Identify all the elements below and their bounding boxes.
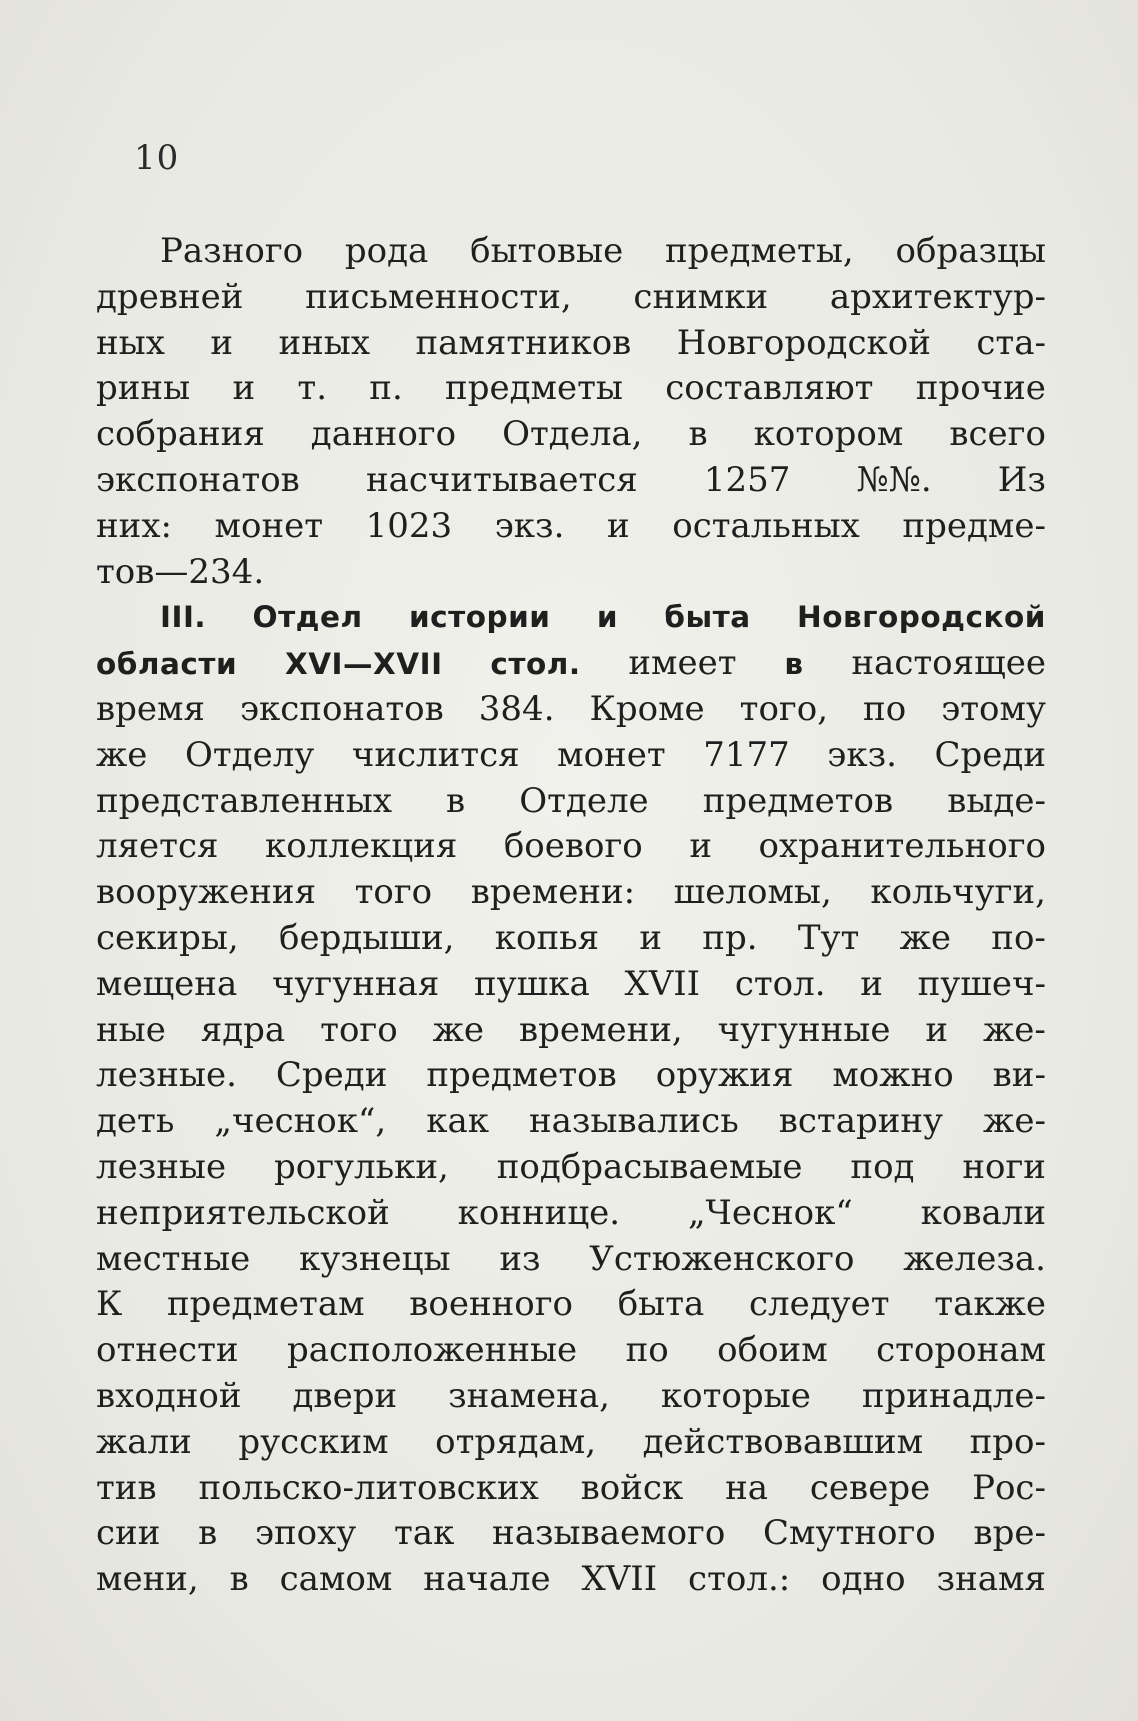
- word: бытовые: [470, 231, 624, 271]
- word: чугунные: [717, 1009, 891, 1050]
- word: и: [639, 917, 663, 958]
- word: всего: [949, 414, 1046, 455]
- word: и: [689, 826, 712, 867]
- body-text: [96, 229, 1046, 1603]
- word: и: [596, 600, 618, 635]
- word: ядра: [200, 1009, 286, 1050]
- word: в: [688, 414, 708, 455]
- word: быта: [664, 600, 751, 635]
- word: т.: [297, 368, 328, 409]
- word: пушеч-: [917, 963, 1046, 1004]
- word: образцы: [895, 231, 1046, 271]
- word: памятников: [415, 322, 632, 363]
- word: ляется: [96, 826, 219, 867]
- word: 7177: [703, 734, 790, 775]
- word: времени,: [518, 1009, 683, 1050]
- text-line: [96, 1099, 1046, 1145]
- word: и: [925, 1009, 949, 1050]
- word: Из: [997, 459, 1046, 500]
- word: 1023: [365, 505, 453, 546]
- word: войск: [580, 1467, 684, 1508]
- word: по-: [991, 917, 1046, 958]
- word: и: [232, 368, 256, 409]
- text-line: [96, 1511, 1046, 1557]
- word: коннице.: [457, 1192, 621, 1233]
- word: экз.: [827, 734, 897, 775]
- word: вре-: [973, 1513, 1046, 1554]
- word: которые: [660, 1375, 811, 1416]
- word: экз.: [494, 505, 565, 546]
- word: ковали: [920, 1192, 1046, 1233]
- word: рины: [96, 368, 191, 409]
- text-line: [96, 1008, 1046, 1054]
- word: называемого: [492, 1513, 726, 1554]
- word: кузнецы: [299, 1238, 451, 1279]
- word: тов—234.: [96, 551, 265, 592]
- word: кольчуги,: [870, 872, 1046, 913]
- word: начале: [423, 1559, 551, 1600]
- word: неприятельской: [96, 1192, 390, 1233]
- word: III.: [160, 600, 207, 635]
- word: монет: [557, 734, 666, 775]
- word: ви-: [992, 1055, 1046, 1096]
- word: предметам: [166, 1284, 365, 1325]
- word: выде-: [947, 780, 1046, 821]
- word: севере: [809, 1467, 931, 1508]
- word: вооружения: [96, 872, 317, 913]
- word: секиры,: [96, 917, 239, 958]
- word: жали: [96, 1421, 192, 1462]
- word: и: [606, 505, 630, 546]
- word: следует: [748, 1284, 890, 1325]
- text-line: [96, 687, 1046, 733]
- text-line: [96, 962, 1046, 1008]
- word: 384.: [478, 688, 555, 729]
- text-line: [96, 275, 1046, 321]
- word: XVII: [581, 1559, 658, 1600]
- word: боевого: [503, 826, 643, 867]
- page-number: 10: [134, 138, 180, 178]
- text-line: [96, 1557, 1046, 1603]
- word: знамена,: [448, 1375, 610, 1416]
- word: котором: [753, 414, 904, 455]
- text-line: [96, 229, 1046, 275]
- word: стол.: [490, 647, 581, 682]
- word: можно: [832, 1055, 954, 1096]
- word: истории: [408, 600, 551, 635]
- word: стол.:: [688, 1559, 791, 1600]
- word: из: [499, 1238, 541, 1279]
- word: рода: [344, 231, 429, 271]
- text-line: [96, 779, 1046, 825]
- word: пр.: [702, 917, 758, 958]
- word: собрания: [96, 414, 265, 455]
- word: как: [426, 1101, 489, 1142]
- word: под: [850, 1146, 915, 1187]
- word: Рос-: [972, 1467, 1046, 1508]
- word: двери: [292, 1375, 398, 1416]
- word: в: [784, 647, 804, 682]
- word: же: [899, 917, 951, 958]
- word: настоящее: [851, 643, 1046, 684]
- word: предметы: [445, 368, 623, 409]
- word: подбрасываемые: [496, 1146, 803, 1187]
- word: лезные.: [96, 1055, 237, 1096]
- word: мещена: [96, 963, 238, 1004]
- word: принадле-: [861, 1375, 1046, 1416]
- text-line: [96, 870, 1046, 916]
- text-line: [96, 1466, 1046, 1512]
- word: предметов: [702, 780, 894, 821]
- text-line: [96, 1145, 1046, 1191]
- word: одно: [821, 1559, 906, 1600]
- word: в: [198, 1513, 218, 1554]
- word: Новгородской: [797, 600, 1046, 635]
- word: насчитывается: [365, 459, 638, 500]
- word: предметов: [426, 1055, 617, 1096]
- word: рогульки,: [273, 1146, 449, 1187]
- word: древней: [96, 276, 244, 317]
- word: составляют: [665, 368, 874, 409]
- word: время: [96, 688, 205, 729]
- word: числится: [351, 734, 520, 775]
- word: Тут: [797, 917, 860, 958]
- text-line: [96, 1237, 1046, 1283]
- text-line: [96, 1282, 1046, 1328]
- word: предме-: [902, 505, 1046, 546]
- text-line: [96, 595, 1046, 641]
- word: Смутного: [763, 1513, 936, 1554]
- word: монет: [214, 505, 324, 546]
- text-line: [96, 1420, 1046, 1466]
- word: лезные: [96, 1146, 227, 1187]
- word: п.: [369, 368, 403, 409]
- word: военного: [409, 1284, 574, 1325]
- word: отрядам,: [435, 1421, 597, 1462]
- word: Среди: [275, 1055, 388, 1096]
- word: деть: [96, 1101, 175, 1142]
- text-line: [96, 733, 1046, 779]
- word: того: [354, 872, 433, 913]
- word: бердыши,: [279, 917, 455, 958]
- word: входной: [96, 1375, 242, 1416]
- word: же: [432, 1009, 485, 1050]
- word: на: [725, 1467, 769, 1508]
- word: сии: [96, 1513, 161, 1554]
- word: представленных: [96, 780, 393, 821]
- word: XVII: [624, 963, 701, 1004]
- word: же: [96, 734, 148, 775]
- word: охранительного: [758, 826, 1046, 867]
- word: назывались: [528, 1101, 739, 1142]
- word: самом: [279, 1559, 393, 1600]
- word: „чеснок“,: [214, 1101, 387, 1142]
- word: Новгородской: [676, 322, 931, 363]
- word: письменности,: [305, 276, 572, 317]
- word: К: [96, 1284, 123, 1325]
- word: так: [394, 1513, 455, 1554]
- word: польско-литовских: [198, 1467, 539, 1508]
- word: иных: [278, 322, 371, 363]
- word: предметы,: [665, 231, 854, 271]
- text-line: [96, 1328, 1046, 1374]
- word: тив: [96, 1467, 157, 1508]
- word: про-: [969, 1421, 1046, 1462]
- text-line: [96, 1374, 1046, 1420]
- word: Устюженского: [589, 1238, 855, 1279]
- word: Отдела,: [502, 414, 643, 455]
- word: пушка: [473, 963, 590, 1004]
- word: того,: [739, 688, 829, 729]
- word: мени,: [96, 1559, 199, 1600]
- word: сторонам: [876, 1330, 1046, 1371]
- word: русским: [238, 1421, 389, 1462]
- word: Отделу: [184, 734, 315, 775]
- word: того: [320, 1009, 398, 1050]
- text-line: [96, 412, 1046, 458]
- word: в: [446, 780, 466, 821]
- text-line: [96, 504, 1046, 550]
- word: Отделе: [519, 780, 649, 821]
- word: Среди: [934, 734, 1046, 775]
- word: этому: [941, 688, 1046, 729]
- word: железа.: [903, 1238, 1046, 1279]
- word: архитектур-: [829, 276, 1046, 317]
- text-line: [96, 1053, 1046, 1099]
- word: Кроме: [589, 688, 705, 729]
- text-line: [96, 458, 1046, 504]
- word: ные: [96, 1009, 166, 1050]
- word: снимки: [633, 276, 769, 317]
- word: и: [210, 322, 234, 363]
- word: шеломы,: [673, 872, 832, 913]
- word: прочие: [915, 368, 1046, 409]
- word: XVI—XVII: [284, 647, 443, 682]
- word: отнести: [96, 1330, 239, 1371]
- text-line: [96, 550, 1046, 596]
- word: Отдел: [252, 600, 363, 635]
- word: коллекция: [265, 826, 458, 867]
- word: области: [96, 647, 238, 682]
- word: также: [934, 1284, 1046, 1325]
- word: действовавшим: [642, 1421, 924, 1462]
- word: остальных: [672, 505, 860, 546]
- text-line: [96, 824, 1046, 870]
- word: №№.: [856, 459, 932, 500]
- word: быта: [617, 1284, 705, 1325]
- word: имеет: [628, 643, 737, 684]
- word: данного: [310, 414, 457, 455]
- word: чугунная: [271, 963, 440, 1004]
- word: ных: [96, 322, 165, 363]
- word: стол.: [734, 963, 826, 1004]
- word: копья: [494, 917, 600, 958]
- word: местные: [96, 1238, 251, 1279]
- text-line: [96, 916, 1046, 962]
- word: экспонатов: [96, 459, 300, 500]
- word: расположенные: [286, 1330, 578, 1371]
- word: по: [863, 688, 907, 729]
- word: эпоху: [254, 1513, 357, 1554]
- word: „Чеснок“: [687, 1192, 853, 1233]
- word: обоим: [717, 1330, 828, 1371]
- word: же-: [983, 1101, 1046, 1142]
- word: оружия: [655, 1055, 794, 1096]
- word: времени:: [470, 872, 636, 913]
- word: них:: [96, 505, 172, 546]
- word: знамя: [936, 1559, 1046, 1600]
- word: в: [229, 1559, 249, 1600]
- word: ноги: [962, 1146, 1046, 1187]
- word: встарину: [778, 1101, 944, 1142]
- word: же-: [983, 1009, 1046, 1050]
- text-line: [96, 321, 1046, 367]
- word: по: [625, 1330, 669, 1371]
- word: Разного: [160, 231, 304, 271]
- word: 1257: [703, 459, 791, 500]
- text-line: [96, 366, 1046, 412]
- word: ста-: [976, 322, 1046, 363]
- text-line: [96, 1191, 1046, 1237]
- text-line: [96, 641, 1046, 687]
- word: и: [860, 963, 883, 1004]
- word: экспонатов: [239, 688, 444, 729]
